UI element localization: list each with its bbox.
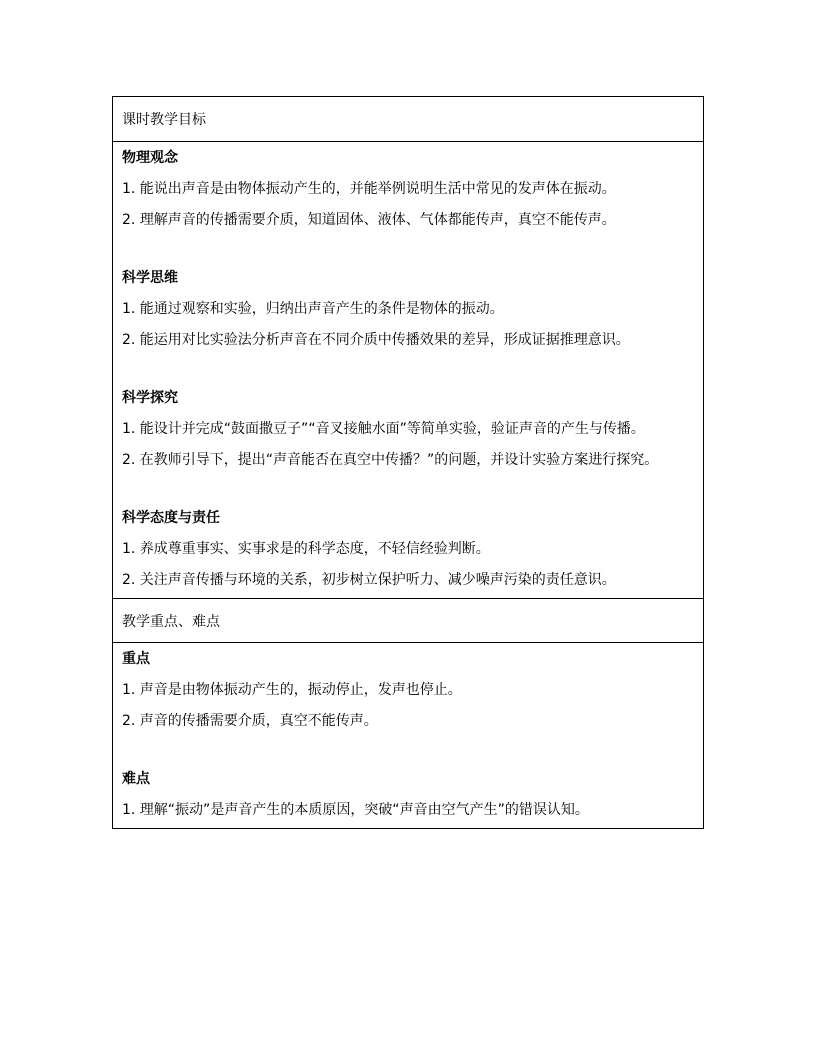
group-spacer: [122, 236, 694, 268]
list-item: 1. 声音是由物体振动产生的，振动停止，发声也停止。: [122, 682, 462, 698]
objectives-header-label: 课时教学目标: [122, 112, 206, 128]
list-item: 1. 能通过观察和实验，归纳出声音产生的条件是物体的振动。: [122, 301, 504, 317]
objectives-header: [113, 97, 703, 142]
group-spacer: [122, 737, 694, 769]
group-scientific-inquiry: [122, 388, 694, 476]
group-title: 难点: [122, 771, 150, 787]
key-points-body: [113, 643, 703, 828]
group-scientific-thinking: [122, 268, 694, 356]
group-difficulties: [122, 769, 694, 826]
group-spacer: [122, 356, 694, 388]
group-title: 物理观念: [122, 150, 178, 166]
key-points-header: [113, 598, 703, 643]
list-item: 2. 声音的传播需要介质，真空不能传声。: [122, 713, 378, 729]
group-title: 科学思维: [122, 270, 178, 286]
list-item: 2. 能运用对比实验法分析声音在不同介质中传播效果的差异，形成证据推理意识。: [122, 332, 630, 348]
group-title: 重点: [122, 651, 150, 667]
list-item: 1. 能设计并完成“鼓面撒豆子”“音叉接触水面”等简单实验，验证声音的产生与传播。: [122, 421, 645, 437]
group-attitude-responsibility: [122, 508, 694, 596]
list-item: 1. 能说出声音是由物体振动产生的，并能举例说明生活中常见的发声体在振动。: [122, 181, 616, 197]
list-item: 2. 在教师引导下，提出“声音能否在真空中传播？”的问题，并设计实验方案进行探究。: [122, 452, 659, 468]
group-physics-concept: [122, 148, 694, 236]
list-item: 2. 关注声音传播与环境的关系，初步树立保护听力、减少噪声污染的责任意识。: [122, 572, 616, 588]
objectives-body: [113, 142, 703, 598]
list-item: 1. 理解“振动”是声音产生的本质原因，突破“声音由空气产生”的错误认知。: [122, 802, 589, 818]
list-item: 1. 养成尊重事实、实事求是的科学态度，不轻信经验判断。: [122, 541, 490, 557]
group-spacer: [122, 476, 694, 508]
group-key-points: [122, 649, 694, 737]
lesson-plan-table: [112, 96, 704, 829]
group-title: 科学探究: [122, 390, 178, 406]
list-item: 2. 理解声音的传播需要介质，知道固体、液体、气体都能传声，真空不能传声。: [122, 212, 616, 228]
group-title: 科学态度与责任: [122, 510, 220, 526]
key-points-header-label: 教学重点、难点: [122, 613, 220, 630]
